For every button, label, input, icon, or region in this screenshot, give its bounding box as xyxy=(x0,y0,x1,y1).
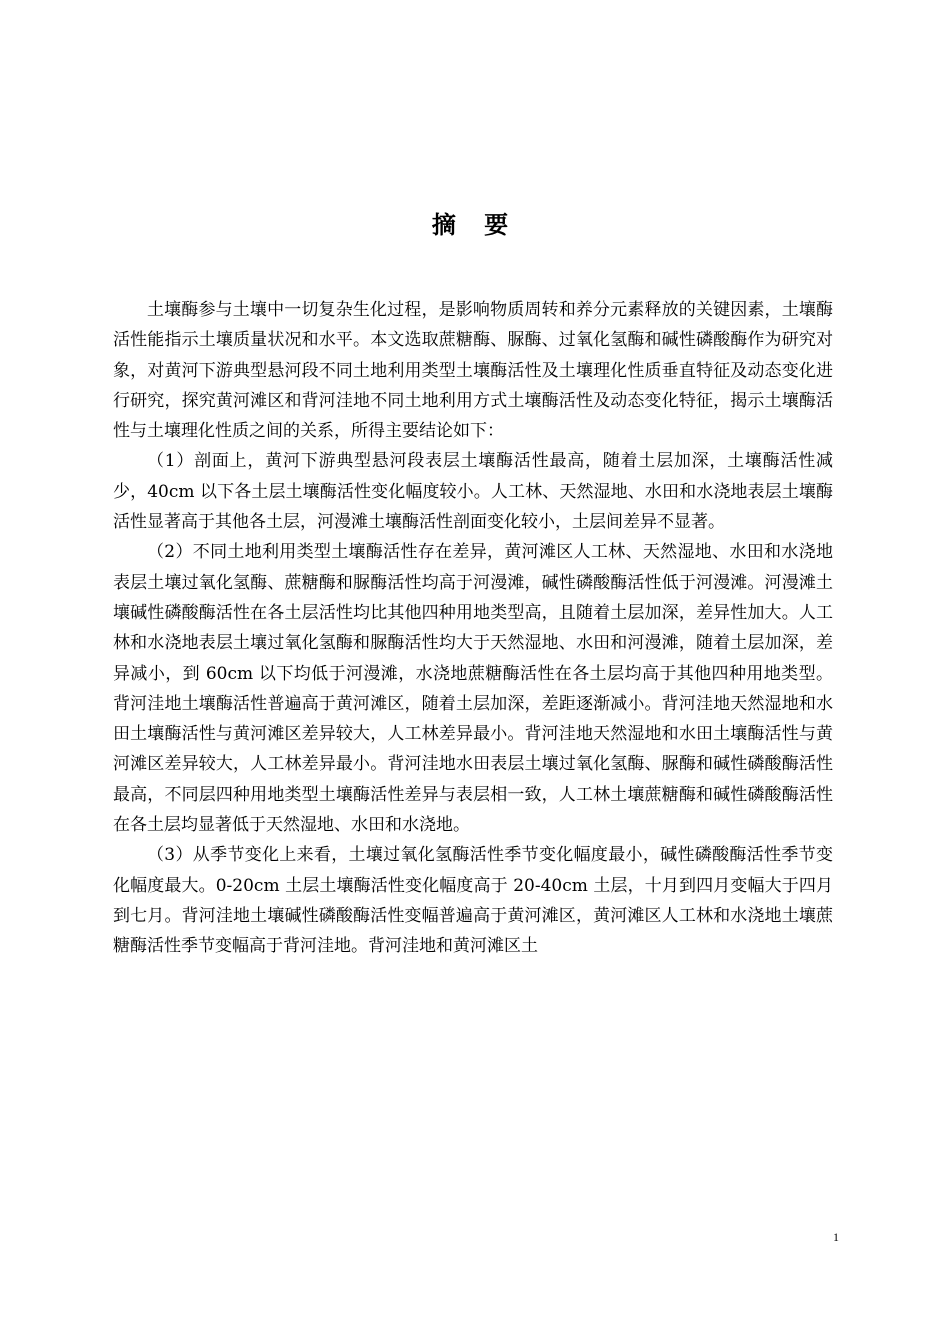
page-number: 1 xyxy=(833,1230,839,1244)
paragraph-conclusion-1: （1）剖面上，黄河下游典型悬河段表层土壤酶活性最高，随着土层加深，土壤酶活性减少，40cm 以下各土层土壤酶活性变化幅度较小。人工林、天然湿地、水田和水浇地表层土壤酶活性显著高于其他各土层，河漫滩土壤酶活性剖面变化较小，土层间差异不显著。 xyxy=(113,451,833,533)
paragraph-intro: 土壤酶参与土壤中一切复杂生化过程，是影响物质周转和养分元素释放的关键因素，土壤酶活性能指示土壤质量状况和水平。本文选取蔗糖酶、脲酶、过氧化氢酶和碱性磷酸酶作为研究对象，对黄河下游典型悬河段不同土地利用类型土壤酶活性及土壤理化性质垂直特征及动态变化进行研究，探究黄河滩区和背河洼地不同土地利用方式土壤酶活性及动态变化特征，揭示土壤酶活性与土壤理化性质之间的关系，所得主要结论如下： xyxy=(113,300,833,442)
paragraph-conclusion-2: （2）不同土地利用类型土壤酶活性存在差异，黄河滩区人工林、天然湿地、水田和水浇地表层土壤过氧化氢酶、蔗糖酶和脲酶活性均高于河漫滩，碱性磷酸酶活性低于河漫滩。河漫滩土壤碱性磷酸酶活性在各土层活性均比其他四种用地类型高，且随着土层加深，差异性加大。人工林和水浇地表层土壤过氧化氢酶和脲酶活性均大于天然湿地、水田和河漫滩，随着土层加深，差异减小，到 60cm 以下均低于河漫滩，水浇地蔗糖酶活性在各土层均高于其他四种用地类型。背河洼地土壤酶活性普遍高于黄河滩区，随着土层加深，差距逐渐减小。背河洼地天然湿地和水田土壤酶活性与黄河滩区差异较大，人工林差异最小。背河洼地天然湿地和水田土壤酶活性与黄河滩区差异较大，人工林差异最小。背河洼地水田表层土壤过氧化氢酶、脲酶和碱性磷酸酶活性最高，不同层四种用地类型土壤酶活性差异与表层相一致，人工林土壤蔗糖酶和碱性磷酸酶活性在各土层均显著低于天然湿地、水田和水浇地。 xyxy=(113,542,833,836)
paragraph-conclusion-3: （3）从季节变化上来看，土壤过氧化氢酶活性季节变化幅度最小，碱性磷酸酶活性季节变化幅度最大。0-20cm 土层土壤酶活性变化幅度高于 20-40cm 土层，十月到四月变幅大于四月到七月。背河洼地土壤碱性磷酸酶活性变幅普遍高于黄河滩区，黄河滩区人工林和水浇地土壤蔗糖酶活性季节变幅高于背河洼地。背河洼地和黄河滩区土 xyxy=(113,845,833,957)
abstract-body xyxy=(113,295,833,962)
page-title: 摘 要 xyxy=(431,211,519,239)
